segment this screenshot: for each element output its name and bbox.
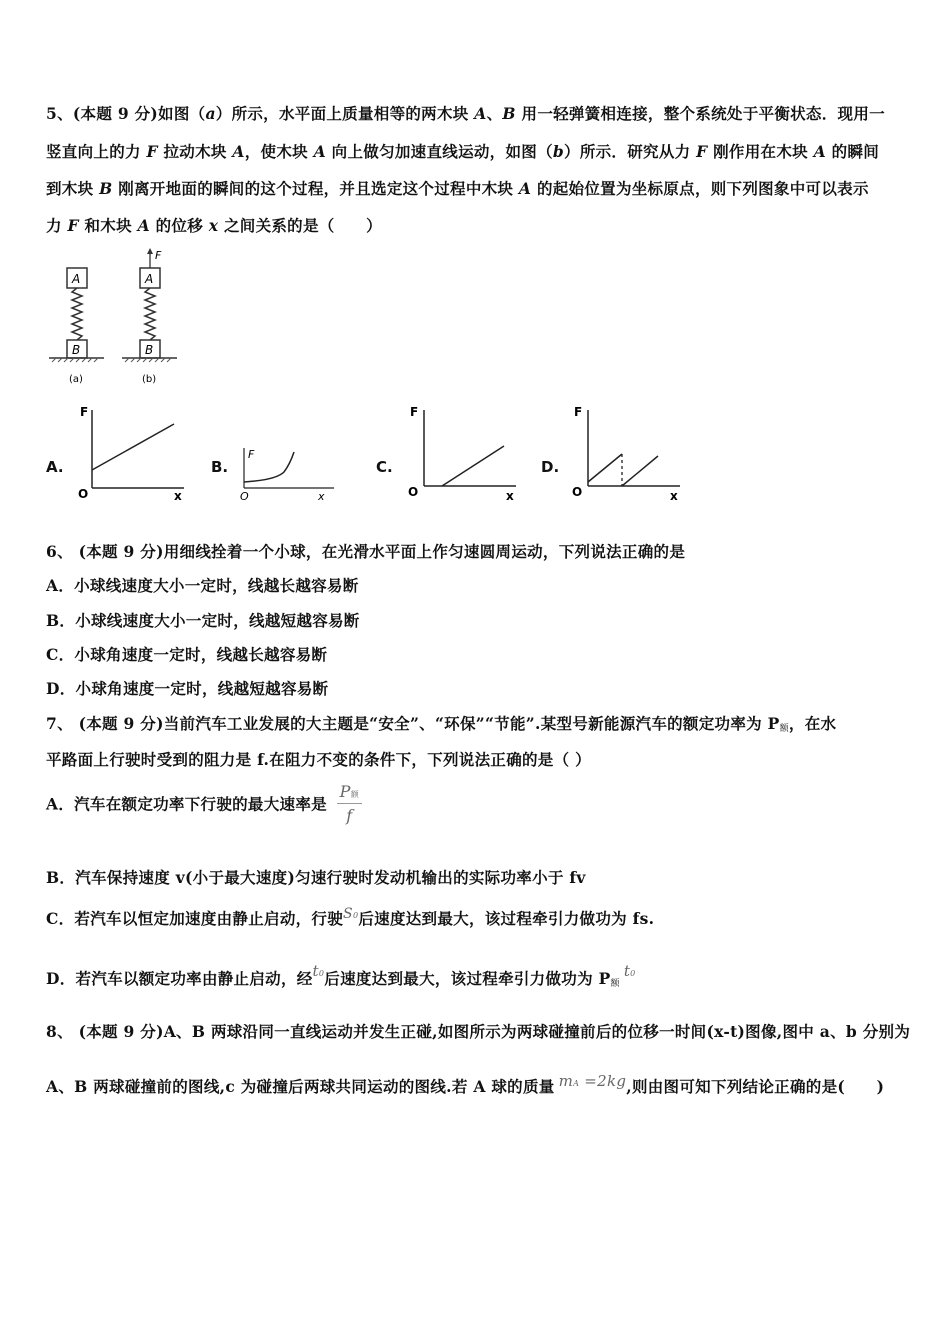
svg-text:F: F [574,405,583,419]
q6-option-d: D．小球角速度一定时，线越短越容易断 [46,679,329,698]
q6-option-a: A．小球线速度大小一定时，线越长越容易断 [46,576,359,595]
graph-d-line-1 [588,454,622,482]
svg-text:O: O [78,487,89,501]
spring-b [145,288,155,340]
svg-text:F: F [80,405,89,419]
q7-stem-1: 7、 (本题 9 分)当前汽车工业发展的大主题是“安全”、“环保”“节能”.某型号新能源汽车的额定功率为 $P_额$，在水 [46,714,837,734]
q5-option-a-graph [76,402,196,502]
spring-a [72,288,82,340]
caption-a: (a) [69,374,83,385]
q7-option-b: B．汽车保持速度 v(小于最大速度)匀速行驶时发动机输出的实际功率小于 fv [46,868,586,887]
svg-text:x: x [318,490,325,502]
graph-a-line [92,424,174,470]
spring-block-figure [44,248,184,390]
q7-option-a: A．汽车在额定功率下行驶的最大速率是 $\frac{\text{P额}}{f}$ [46,782,362,825]
svg-text:O: O [572,485,583,499]
svg-text:x: x [174,489,182,502]
q5-option-a-label: A. [46,458,64,476]
q6-option-b: B．小球线速度大小一定时，线越短越容易断 [46,611,360,630]
graph-c-line [442,446,504,486]
q5-line-3: 到木块 B 刚离开地面的瞬间的这个过程，并且选定这个过程中木块 A 的起始位置为坐标原点，则下列图象中可以表示 [46,179,869,198]
q5-option-d-label: D. [541,458,560,476]
q7-option-d: D．若汽车以额定功率由静止启动，经t0后速度达到最大，该过程牵引力做功为 $P_额t0$ [46,962,636,989]
q5-option-d-graph [570,402,690,502]
figure-a [49,268,104,385]
figure-b [122,248,177,385]
q5-option-c-label: C. [376,458,393,476]
q8-stem-1: 8、 (本题 9 分)A、B 两球沿同一直线运动并发生正碰,如图所示为两球碰撞前后的位移一时间(x-t)图像,图中 a、b 分别为 [46,1022,911,1041]
caption-b: (b) [142,374,157,385]
svg-text:x: x [506,489,514,502]
q6-stem: 6、 (本题 9 分)用细线拴着一个小球，在光滑水平面上作匀速圆周运动，下列说法正确的是 [46,542,686,561]
block-b-label: B [72,343,81,357]
svg-text:O: O [408,485,419,499]
q7-option-c: C．若汽车以恒定加速度由静止启动，行驶S0后速度达到最大，该过程牵引力做功为 fs. [46,906,655,928]
force-arrowhead [147,248,153,254]
q5-option-b-label: B. [211,458,229,476]
q5-option-c-graph [404,402,524,502]
q5-line-2: 竖直向上的力 F 拉动木块 A，使木块 A 向上做匀加速直线运动，如图（b）所示．研究从力 F 刚作用在木块 A 的瞬间 [46,142,880,161]
q5-option-b-graph [236,442,346,502]
force-label: F [155,249,162,262]
q8-stem-2: A、B 两球碰撞前的图线,c 为碰撞后两球共同运动的图线.若 A 球的质量 mA =2kg,则由图可知下列结论正确的是( ) [46,1072,885,1096]
graph-d-line-2 [622,456,658,486]
q6-option-c: C．小球角速度一定时，线越长越容易断 [46,645,328,664]
q5-line-1: 5、(本题 9 分)如图（a）所示，水平面上质量相等的两木块 A、B 用一轻弹簧相连接，整个系统处于平衡状态．现用一 [46,104,885,123]
q7-stem-2: 平路面上行驶时受到的阻力是 f.在阻力不变的条件下，下列说法正确的是（ ） [46,750,591,769]
block-a-label: A [72,272,81,286]
svg-text:F: F [248,448,255,461]
svg-text:O: O [240,490,249,502]
block-b-label-b: B [145,343,154,357]
block-a-label-b: A [145,272,154,286]
max-speed-fraction: $\frac{\text{P额}}{f}$ [337,782,362,825]
q5-line-4: 力 F 和木块 A 的位移 x 之间关系的是（ ） [46,216,382,235]
svg-text:F: F [410,405,419,419]
svg-text:x: x [670,489,678,502]
